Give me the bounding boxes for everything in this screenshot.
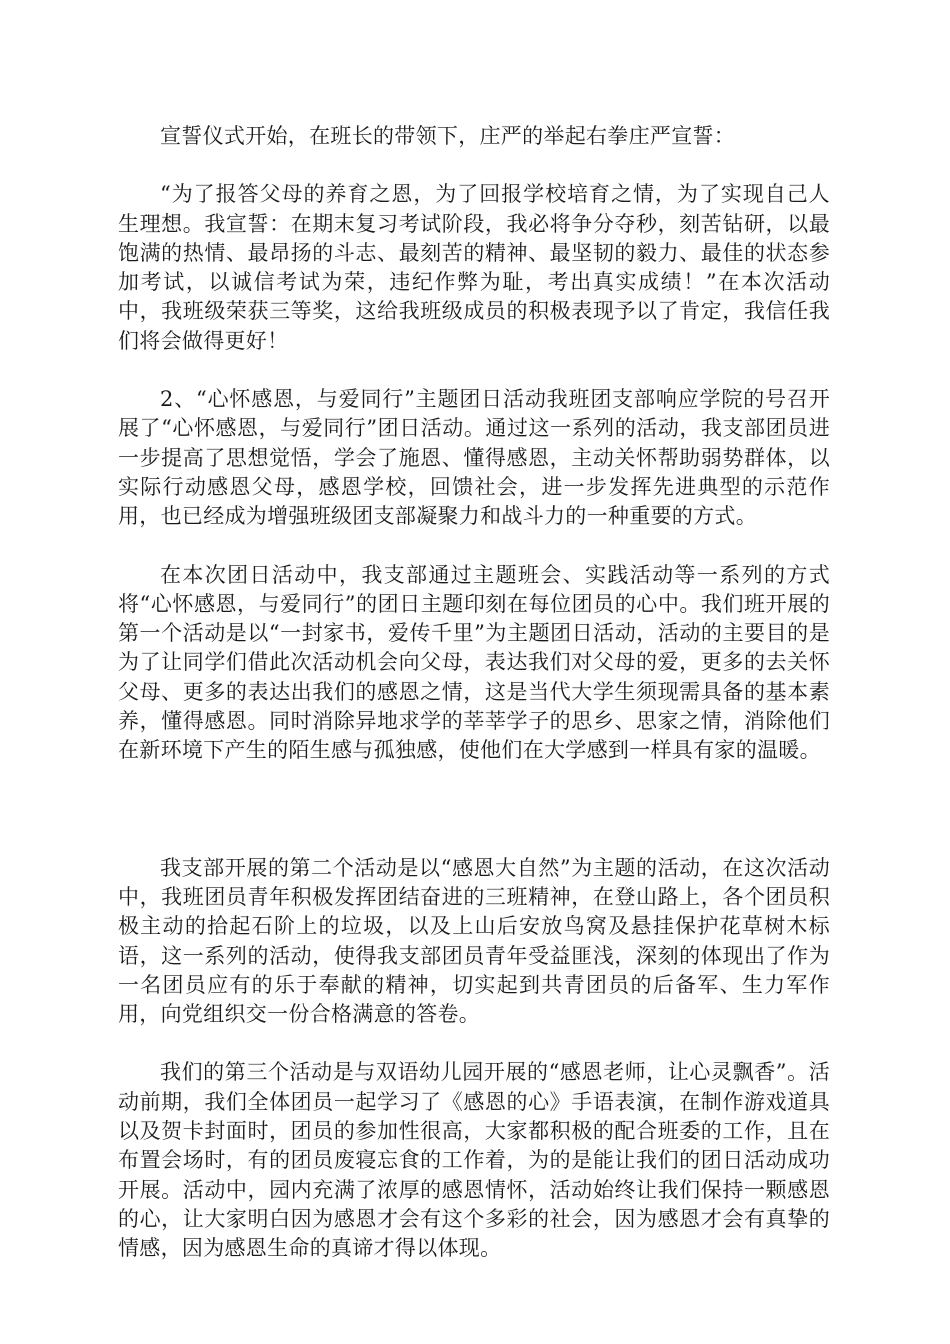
- paragraph-gratitude-activity: 2、“心怀感恩，与爱同行”主题团日活动我班团支部响应学院的号召开展了“心怀感恩，与爱同行”团日活动。通过这一系列的活动，我支部团员进一步提高了思想觉悟，学会了施恩、懂得感恩，主动关怀帮助弱势群体，以实际行动感恩父母，感恩学校，回馈社会，进一步发挥先进典型的示范作用，也已经成为增强班级团支部凝聚力和战斗力的一种重要的方式。: [118, 387, 830, 529]
- paragraph-second-activity: 我支部开展的第二个活动是以“感恩大自然”为主题的活动，在这次活动中，我班团员青年积极发挥团结奋进的三班精神，在登山路上，各个团员积极主动的拾起石阶上的垃圾，以及上山后安放鸟窝及悬挂保护花草树木标语，这一系列的活动，使得我支部团员青年受益匪浅，深刻的体现出了作为一名团员应有的乐于奉献的精神，切实起到共青团员的后备军、生力军作用，向党组织交一份合格满意的答卷。: [118, 855, 830, 1027]
- paragraph-first-activity: 在本次团日活动中，我支部通过主题班会、实践活动等一系列的方式将“心怀感恩，与爱同行”的团日主题印刻在每位团员的心中。我们班开展的第一个活动是以“一封家书，爱传千里”为主题团日活动，活动的主要目的是为了让同学们借此次活动机会向父母，表达我们对父母的爱，更多的去关怀父母、更多的表达出我们的感恩之情，这是当代大学生须现需具备的基本素养，懂得感恩。同时消除异地求学的莘莘学子的思乡、思家之情，消除他们在新环境下产生的陌生感与孤独感，使他们在大学感到一样具有家的温暖。: [118, 562, 830, 763]
- document-body: [118, 122, 830, 1293]
- paragraph-oath-intro: 宣誓仪式开始，在班长的带领下，庄严的举起右拳庄严宣誓：: [160, 124, 736, 148]
- paragraph-oath-text: “为了报答父母的养育之恩，为了回报学校培育之情，为了实现自己人生理想。我宣誓：在期末复习考试阶段，我必将争分夺秒，刻苦钻研，以最饱满的热情、最昂扬的斗志、最刻苦的精神、最坚韧的毅力、最佳的状态参加考试，以诚信考试为荣，违纪作弊为耻，考出真实成绩！”在本次活动中，我班级荣获三等奖，这给我班级成员的积极表现予以了肯定，我信任我们将会做得更好！: [118, 182, 830, 353]
- paragraph-third-activity: 我们的第三个活动是与双语幼儿园开展的“感恩老师，让心灵飘香”。活动前期，我们全体团员一起学习了《感恩的心》手语表演，在制作游戏道具以及贺卡封面时，团员的参加性很高，大家都积极的配合班委的工作，且在布置会场时，有的团员废寝忘食的工作着，为的是能让我们的团日活动成功开展。活动中，园内充满了浓厚的感恩情怀，活动始终让我们保持一颗感恩的心，让大家明白因为感恩才会有这个多彩的社会，因为感恩才会有真挚的情感，因为感恩生命的真谛才得以体现。: [118, 1060, 830, 1261]
